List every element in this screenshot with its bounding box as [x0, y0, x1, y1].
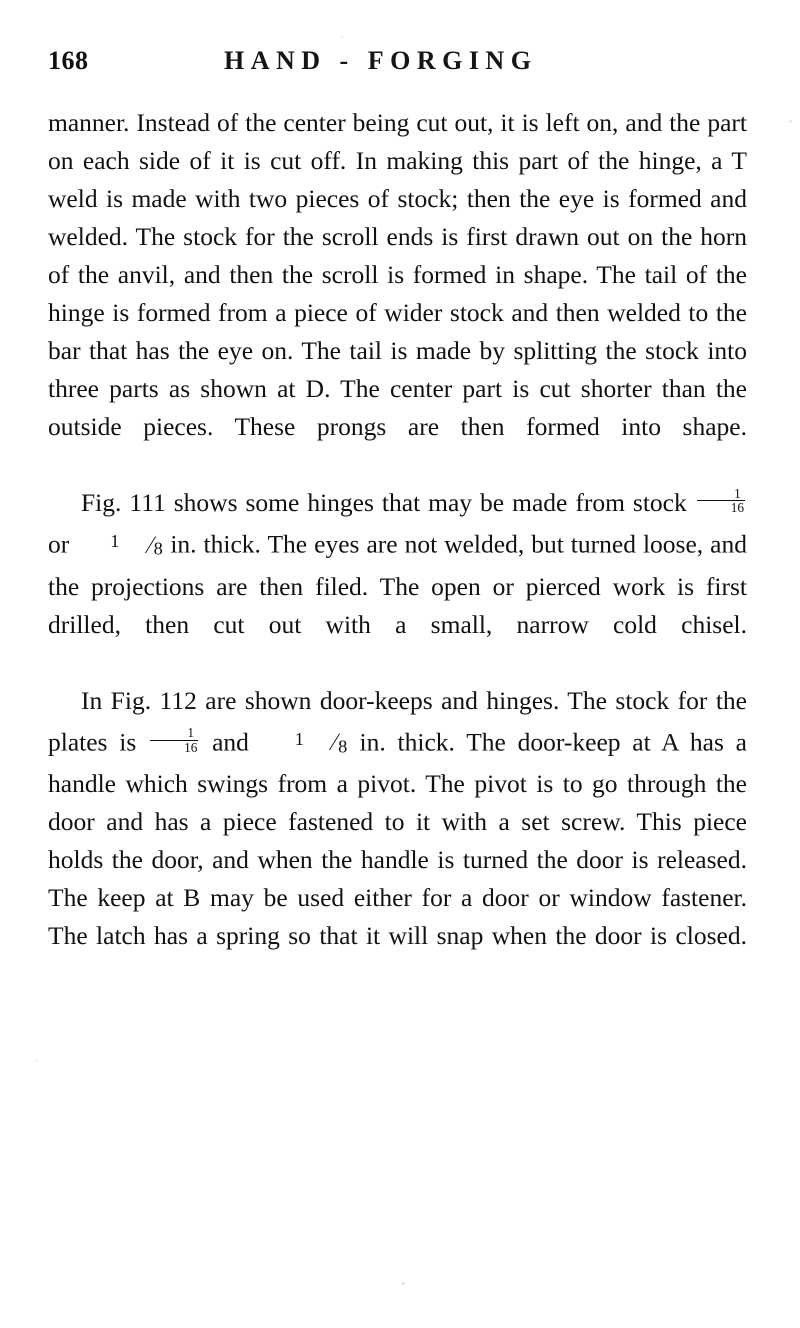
- body-text-block: [48, 104, 747, 993]
- running-title: HAND - FORGING: [224, 46, 538, 75]
- scan-speck: [402, 1282, 405, 1285]
- fraction-denominator: 8: [338, 736, 347, 757]
- paragraph-2-text-a: Fig. 111 shows some hinges that may be made from stock: [81, 488, 695, 517]
- scan-speck: [789, 120, 792, 123]
- fraction-one-eighth: [262, 720, 347, 766]
- fraction-one-eighth: [77, 522, 162, 568]
- running-head: [48, 44, 746, 84]
- fraction-numerator: 1: [110, 531, 119, 551]
- fraction-solidus: ⁄: [148, 529, 152, 559]
- fraction-one-sixteenth: [697, 487, 745, 517]
- scan-speck: [36, 1060, 38, 1062]
- paragraph-3-text-b: in. thick. The door-keep at A has a handle which swings from a pivot. The pivot is to go through the door and has a piece fastened to it with a set screw. This piece holds the door, and when the handle is turned the door is released. The keep at B may be used either for a door or window fastener. The latch has a spring so that it will snap when the door is closed.: [48, 727, 747, 951]
- paragraph-3: [48, 682, 747, 994]
- fraction-one-sixteenth: [150, 726, 198, 756]
- fraction-numerator: 1: [294, 728, 304, 749]
- paragraph-3-text-a: In Fig. 112 are shown door-keeps and hinges. The stock for the plates is: [48, 685, 747, 757]
- paragraph-2-conjunction: or: [48, 529, 77, 559]
- fraction-denominator: 8: [153, 538, 163, 559]
- fraction-numerator: 1: [150, 726, 198, 741]
- fraction-solidus: ⁄: [333, 727, 337, 757]
- fraction-numerator: 1: [697, 487, 745, 502]
- scan-speck: [341, 36, 343, 38]
- paragraph-2: [48, 484, 747, 682]
- paragraph-3-conjunction: and: [200, 727, 261, 757]
- paragraph-1-text: manner. Instead of the center being cut out, it is left on, and the part on each side of it is cut off. In making this part of the hinge, a T weld is made with two pieces of stock; then the eye is formed and welded. The stock for the scroll ends is first drawn out on the horn of the anvil, and then the scroll is formed in shape. The tail of the hinge is formed from a piece of wider stock and then welded to the bar that has the eye on. The tail is made by splitting the stock into three parts as shown at D. The center part is cut shorter than the outside pieces. These prongs are then formed into shape.: [48, 108, 747, 441]
- paragraph-1: [48, 104, 747, 484]
- page-number: 168: [48, 46, 89, 75]
- fraction-denominator: 16: [730, 500, 744, 516]
- fraction-denominator: 16: [184, 739, 198, 755]
- paragraph-2-text-b: in. thick. The eyes are not welded, but turned loose, and the projections are then filed. The open or pierced work is first drilled, then cut out with a small, narrow cold chisel.: [48, 529, 747, 639]
